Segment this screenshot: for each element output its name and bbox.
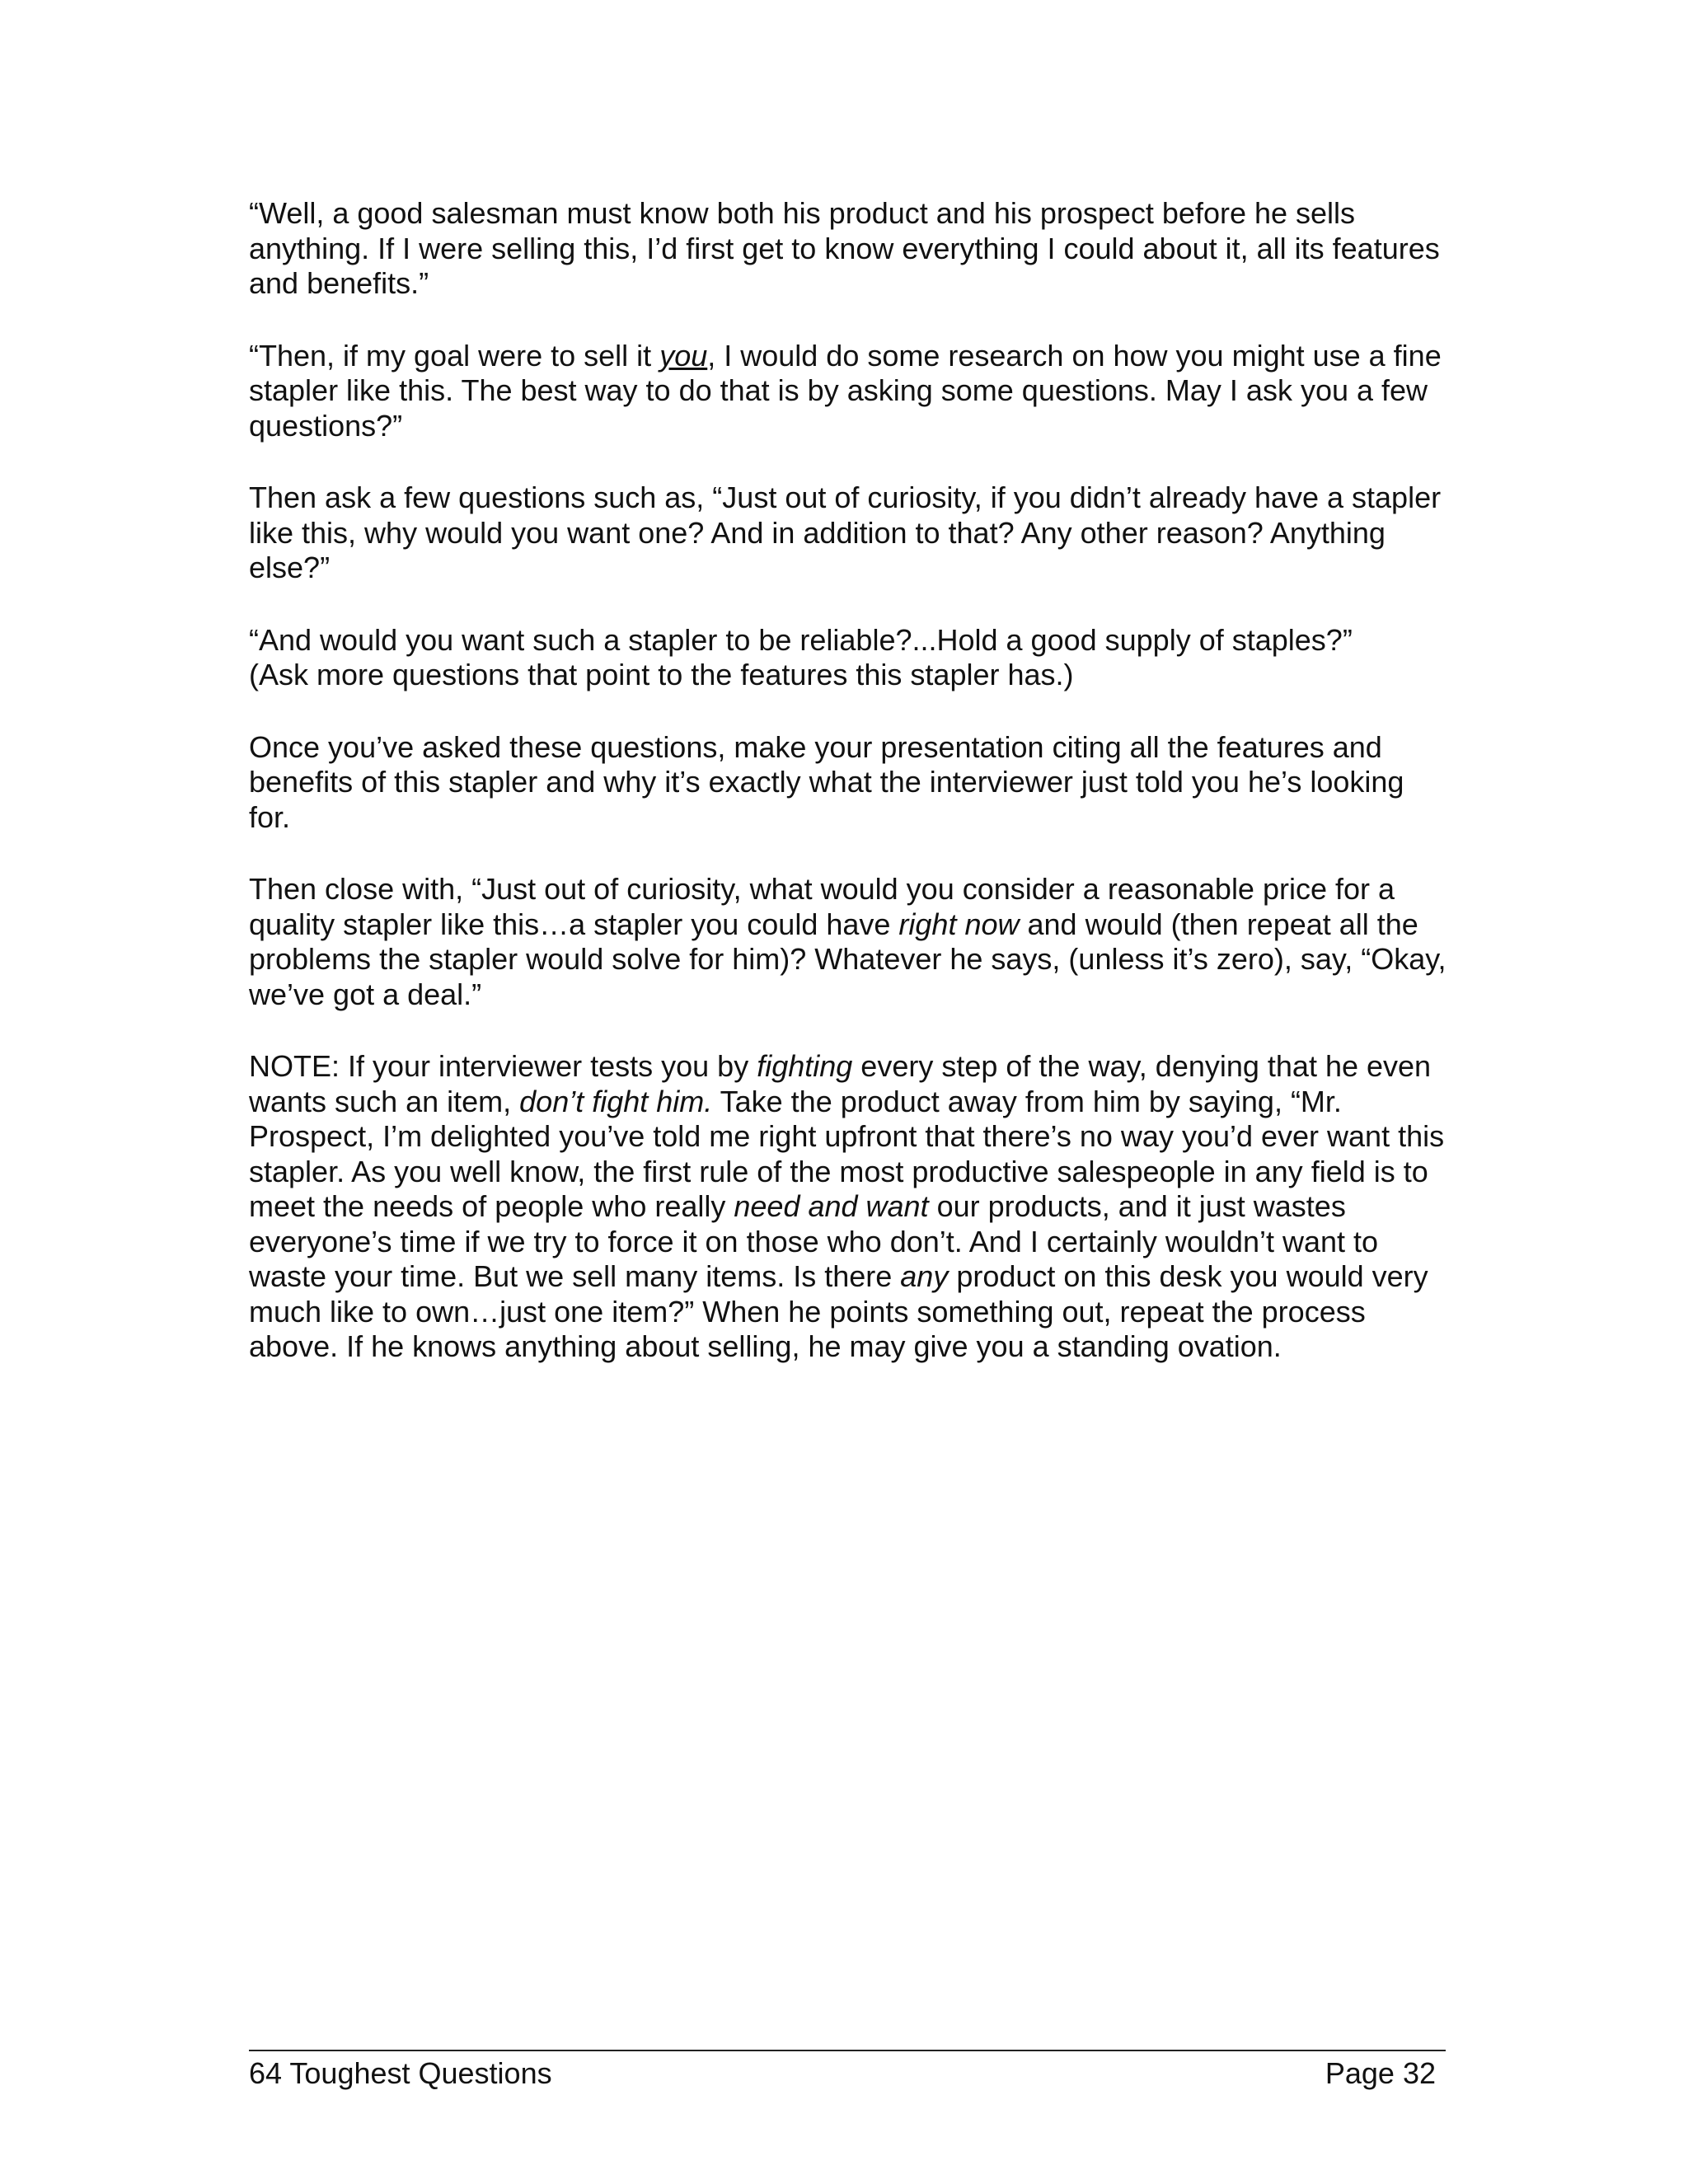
paragraph-5 [249, 730, 1452, 836]
footer-divider [249, 2050, 1446, 2051]
emphasis-you: you [659, 338, 708, 373]
paragraph-7-text-c: every step of the way, denying that he even wants such an item, [249, 1049, 1432, 1118]
paragraph-5-text: Once you’ve asked these questions, make your presentation citing all the features and benefits of this stapler and why it’s exactly what the interviewer just told you he’s looking for. [249, 729, 1404, 834]
paragraph-7-text-a: NOTE: If your interviewer tests you by [249, 1049, 757, 1083]
paragraph-3 [249, 480, 1452, 586]
paragraph-6-text-c: and would (then repeat all the problems the stapler would solve for him)? Whatever he says, (unless it’s zero), say, “Okay, we’ve got a deal.” [249, 907, 1447, 1011]
emphasis-right-now: right now [898, 907, 1020, 941]
paragraph-2 [249, 339, 1452, 444]
paragraph-6 [249, 872, 1452, 1012]
paragraph-7-text-i: product on this desk you would very much like to own…just one item?” When he points something out, repeat the process above. If he knows anything about selling, he may give you a standing ovation. [249, 1259, 1428, 1363]
emphasis-fighting: fighting [757, 1049, 853, 1083]
paragraph-7-text-e: Take the product away from him by saying, “Mr. Prospect, I’m delighted you’ve told me right upfront that there’s no way you’d ever want this stapler. As you well know, the first rule of the most productive salespeople in any field is to meet the needs of people who really [249, 1084, 1445, 1223]
page-body [249, 196, 1452, 1402]
emphasis-dont-fight-him: don’t fight him. [519, 1084, 713, 1118]
page-number: Page 32 [1325, 2056, 1436, 2090]
paragraph-4-line-1: “And would you want such a stapler to be reliable?...Hold a good supply of staples?” [249, 622, 1353, 657]
paragraph-4-line-2: (Ask more questions that point to the features this stapler has.) [249, 658, 1074, 691]
paragraph-4 [249, 623, 1452, 693]
paragraph-2-text-a: “Then, if my goal were to sell it [249, 338, 660, 373]
paragraph-2-text-c: , I would do some research on how you might use a fine stapler like this. The best way to do that is by asking some questions. May I ask you a few questions?” [249, 338, 1442, 443]
paragraph-7-text-g: our products, and it just wastes everyone’s time if we try to force it on those who don’t. And I certainly wouldn’t want to waste your time. But we sell many items. Is there [249, 1189, 1379, 1293]
emphasis-need-and-want: need and want [734, 1189, 929, 1223]
paragraph-1-text: “Well, a good salesman must know both his product and his prospect before he sells anything. If I were selling this, I’d first get to know everything I could about it, all its features and benefits.” [249, 196, 1440, 300]
footer-title: 64 Toughest Questions [249, 2056, 552, 2090]
paragraph-1 [249, 196, 1452, 302]
paragraph-6-text-a: Then close with, “Just out of curiosity, what would you consider a reasonable price for a quality stapler like this…a stapler you could have [249, 872, 1395, 941]
paragraph-3-text: Then ask a few questions such as, “Just out of curiosity, if you didn’t already have a stapler like this, why would you want one? And in addition to that? Any other reason? Anything else?” [249, 480, 1442, 584]
paragraph-7 [249, 1049, 1452, 1365]
emphasis-any: any [900, 1259, 949, 1293]
